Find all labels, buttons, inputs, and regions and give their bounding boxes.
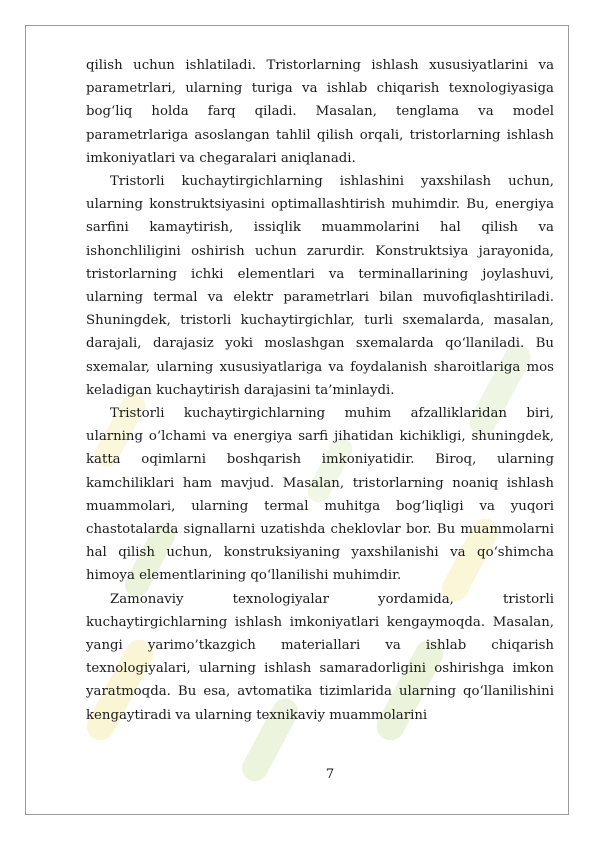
document-body — [86, 54, 554, 727]
page-number: 7 — [325, 767, 335, 782]
paragraph-3: Tristorli kuchaytirgichlarning muhim afzalliklaridan biri, ularning o‘lchami va energiya sarfi jihatidan kichikligi, shuningdek, katta oqimlarni boshqarish imkoniyatidir. Biroq, ularning kamchiliklari ham mavjud. Masalan, tristorlarning noaniq ishlash muammolari, ularning termal muhitga bog‘liqligi va yuqori chastotalarda signallarni uzatishda cheklovlar bor. Bu muammolarni hal qilish uchun, konstruksiyaning yaxshilanishi va qo‘shimcha himoya elementlarining qo‘llanilishi muhimdir. — [86, 406, 554, 584]
paragraph-2: Tristorli kuchaytirgichlarning ishlashini yaxshilash uchun, ularning konstruktsiyasini optimallashtirish muhimdir. Bu, energiya sarfini kamaytirish, issiqlik muammolarini hal qilish va ishonchliligini oshirish uchun zarurdir. Konstruktsiya jarayonida, tristorlarning ichki elementlari va terminallarining joylashuvi, ularning termal va elektr parametrlari bilan muvofiqlashtiriladi. Shuningdek, tristorli kuchaytirgichlar, turli sxemalarda, masalan, darajali, darajasiz yoki moslashgan sxemalarda qo‘llaniladi. Bu sxemalar, ularning xususiyatlariga va foydalanish sharoitlariga mos keladigan kuchaytirish darajasini ta’minlaydi. — [86, 174, 554, 398]
paragraph-4: Zamonaviy texnologiyalar yordamida, tristorli kuchaytirgichlarning ishlash imkoniyatlari kengaymoqda. Masalan, yangi yarimo’tkazgich materiallari va ishlab chiqarish texnologiyalari, ularning ishlash samaradorligini oshirishga imkon yaratmoqda. Bu esa, avtomatika tizimlarida ularning qo‘llanilishini kengaytiradi va ularning texnikaviy muammolarini — [86, 591, 554, 723]
paragraph-1: qilish uchun ishlatiladi. Tristorlarning ishlash xususiyatlarini va parametrlari, ularning turiga va ishlab chiqarish texnologiyasiga bog‘liq holda farq qiladi. Masalan, tenglama va model parametrlariga asoslangan tahlil qilish orqali, tristorlarning ishlash imkoniyatlari va chegaralari aniqlanadi. — [86, 58, 554, 166]
